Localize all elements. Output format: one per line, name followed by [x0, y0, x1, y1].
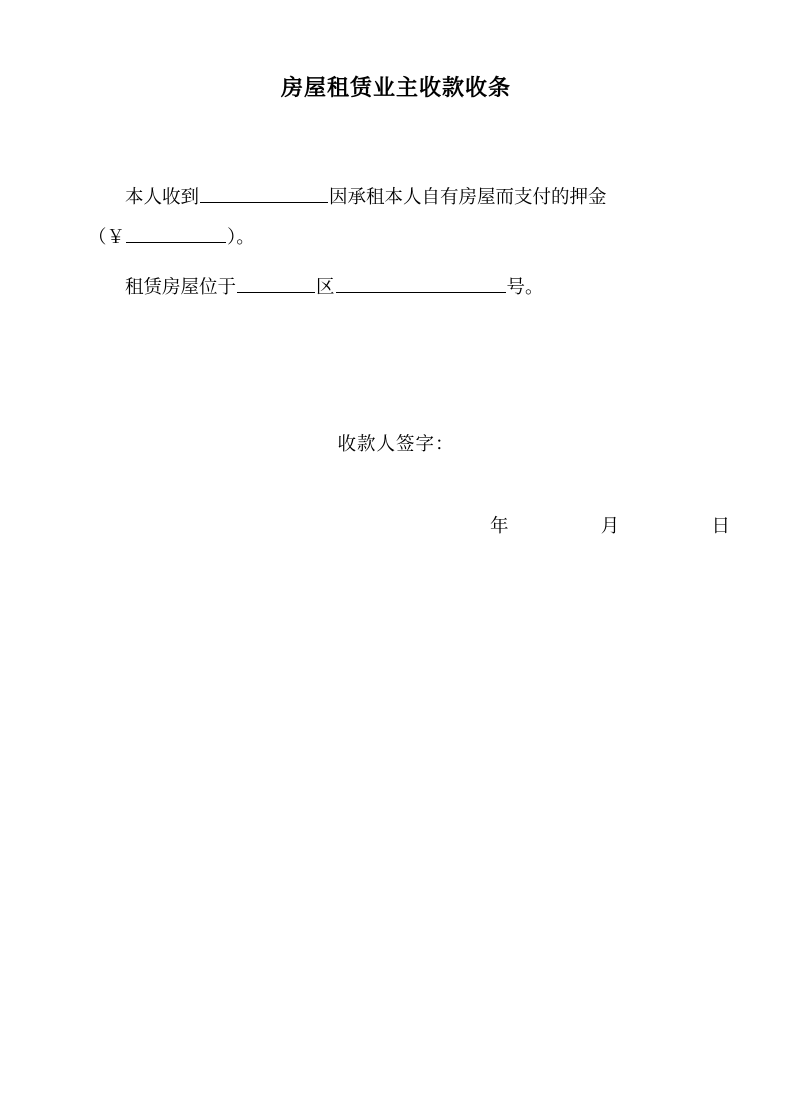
address-blank[interactable]	[336, 273, 506, 293]
date-line	[0, 512, 792, 538]
amount-prefix: （￥	[88, 228, 126, 248]
receipt-paragraph-two	[88, 268, 704, 308]
address-text-prefix: 租赁房屋位于	[125, 278, 237, 298]
amount-suffix: ）。	[227, 228, 255, 248]
address-text-middle: 区	[316, 278, 335, 298]
document-body	[88, 178, 704, 308]
amount-blank[interactable]	[126, 223, 226, 243]
date-month-label: 月	[600, 517, 620, 537]
receipt-text-suffix: 因承租本人自有房屋而支付的押金	[329, 188, 607, 208]
page-title: 房屋租赁业主收款收条	[280, 76, 511, 101]
address-text-suffix: 号。	[506, 278, 544, 298]
receipt-text-prefix: 本人收到	[125, 188, 200, 208]
date-day-label: 日	[711, 517, 730, 537]
signature-label: 收款人签字：	[337, 435, 455, 455]
receipt-paragraph-one	[88, 178, 704, 258]
district-blank[interactable]	[237, 273, 315, 293]
date-year-label: 年	[490, 517, 509, 537]
payer-name-blank[interactable]	[200, 183, 328, 203]
